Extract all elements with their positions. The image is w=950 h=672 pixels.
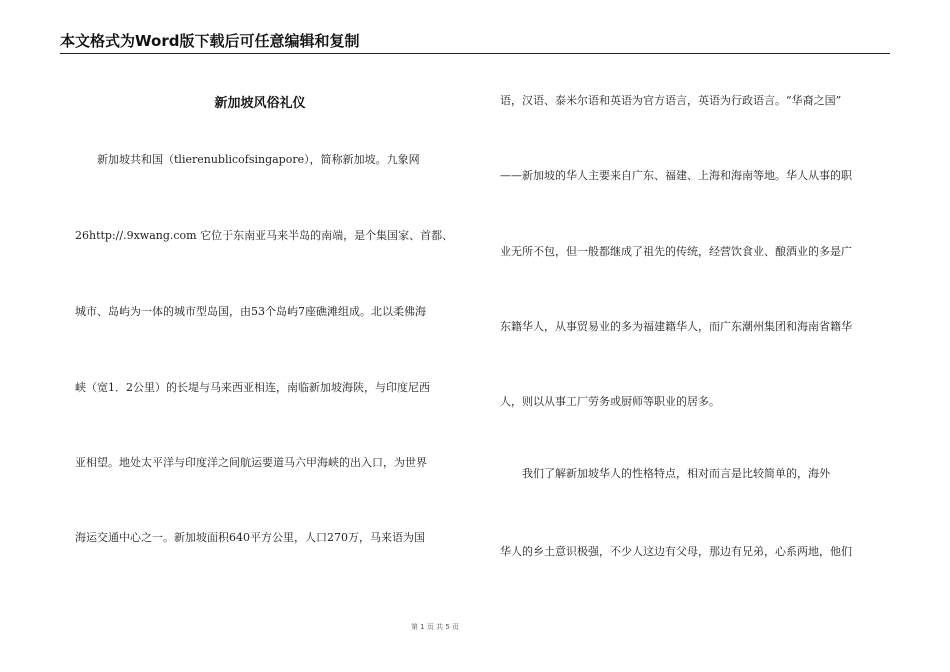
paragraph-line: ——新加坡的华人主要来自广东、福建、上海和海南等地。华人从事的职 xyxy=(500,169,852,182)
paragraph-line: 峡（宽1．2公里）的长堤与马来西亚相连，南临新加坡海陕，与印度尼西 xyxy=(75,381,430,394)
paragraph-line: 人，则以从事工厂劳务或厨师等职业的居多。 xyxy=(500,395,720,408)
paragraph-line: 亚相望。地处太平洋与印度洋之间航运要道马六甲海峡的出入口，为世界 xyxy=(75,456,427,469)
paragraph-line: 新加坡共和国（tlierenublicofsingapore），简称新加坡。九象网 xyxy=(75,153,420,166)
page-indicator: 第 1 页 共 5 页 xyxy=(410,623,460,631)
paragraph-line: 我们了解新加坡华人的性格特点，相对而言是比较简单的，海外 xyxy=(500,467,830,480)
document-title: 新加坡风俗礼仪 xyxy=(214,96,306,111)
paragraph-line: 语，汉语、泰米尔语和英语为官方语言，英语为行政语言。“华裔之国” xyxy=(500,94,842,107)
header-divider xyxy=(60,53,890,54)
paragraph-line: 海运交通中心之一。新加坡面积640平方公里，人口270万，马来语为国 xyxy=(75,531,425,544)
paragraph-line: 东籍华人，从事贸易业的多为福建籍华人，而广东潮州集团和海南省籍华 xyxy=(500,320,852,333)
paragraph-line: 华人的乡土意识极强，不少人这边有父母，那边有兄弟，心系两地，他们 xyxy=(500,545,852,558)
paragraph-line: 业无所不包，但一般都继成了祖先的传统，经营饮食业、酿酒业的多是广 xyxy=(500,245,852,258)
document-header: 本文格式为Word版下载后可任意编辑和复制 xyxy=(60,32,360,50)
paragraph-line: 城市、岛屿为一体的城市型岛国，由53个岛屿7座礁滩组成。北以柔佛海 xyxy=(75,305,426,318)
paragraph-line: 26http://.9xwang.com 它位于东南亚马来半岛的南端，是个集国家、首都、 xyxy=(75,229,454,242)
